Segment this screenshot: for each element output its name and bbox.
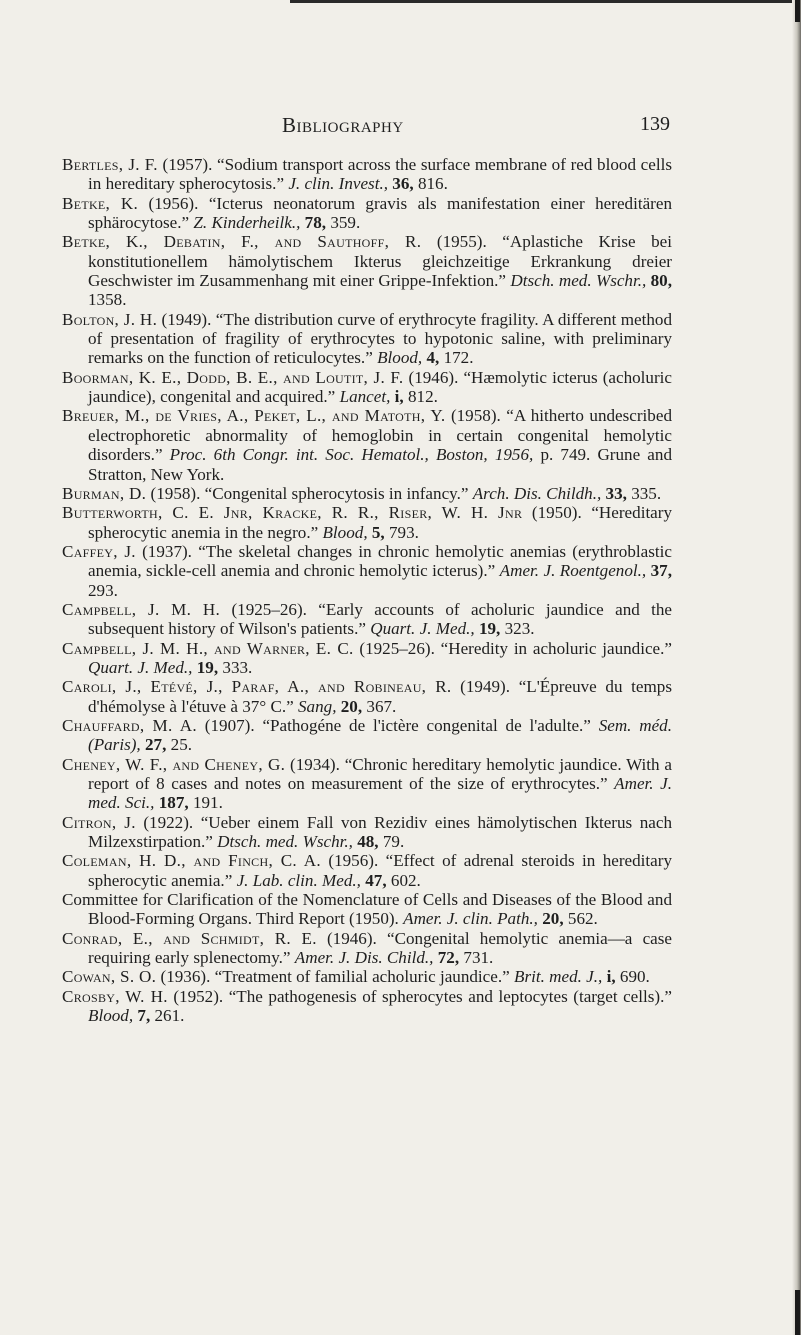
ref-year: (1949). [460,677,511,697]
ref-volume: 4, [426,348,440,368]
ref-journal: Sem. méd. (Paris), [88,715,672,755]
ref-volume: 19, [478,619,501,639]
ref-title: “Ueber einem Fall von Rezidiv eines hämolytischen Ikterus nach Milzexstirpation.” [88,812,672,852]
reference-entry [62,987,672,1026]
ref-pages: 172. [443,348,474,368]
ref-authors: Caffey, J. [62,541,136,561]
ref-volume: 5, [371,522,385,542]
ref-volume: 20, [340,696,363,716]
ref-journal: Amer. J. Roentgenol., [499,561,647,581]
ref-pages: p. 749. Grune and Stratton, New York. [88,445,672,484]
ref-journal: Amer. J. med. Sci., [88,774,672,813]
reference-entry [62,600,672,639]
ref-year: (1946). [408,367,459,387]
ref-volume: 20, [542,909,564,929]
edge-mark [795,0,800,22]
bibliography-list [62,155,672,1025]
ref-year: (1922). [143,812,194,832]
reference-entry [62,677,672,716]
reference-entry [62,194,672,233]
page-edge-shadow [792,0,801,1335]
ref-journal: J. clin. Invest., [288,174,389,194]
reference-entry [62,929,672,968]
ref-authors: Citron, J. [62,812,136,832]
ref-pages: 333. [222,657,253,677]
ref-authors: Cowan, S. O. [62,967,157,987]
ref-year: (1907). [204,715,255,735]
reference-entry [62,716,672,755]
ref-journal: Z. Kinderheilk., [193,213,301,233]
ref-volume: 48, [357,832,379,852]
ref-title: “Treatment of familial acholuric jaundice.” [214,967,510,987]
reference-entry [62,851,672,890]
page-number: 139 [640,113,670,135]
ref-journal: Blood, [377,348,423,368]
ref-authors: Bolton, J. H. [62,309,158,329]
ref-journal: Lancet, [339,387,391,407]
ref-title: “Pathogéne de l'ictère congenital de l'adulte.” [262,715,591,735]
ref-authors: Crosby, W. H. [62,986,168,1006]
ref-volume: i, [606,967,616,987]
ref-pages: 812. [407,387,438,407]
ref-volume: 33, [605,483,627,503]
ref-pages: 261. [154,1006,185,1026]
ref-authors: Boorman, K. E., Dodd, B. E., and Loutit, J. F. [62,367,404,387]
ref-pages: 359. [330,213,361,233]
ref-authors: Chauffard, M. A. [62,715,197,735]
reference-entry [62,755,672,813]
reference-entry [62,484,672,503]
ref-pages: 25. [170,735,193,755]
ref-pages: 793. [388,522,419,542]
edge-mark [795,1290,800,1335]
reference-entry [62,155,672,194]
ref-year: (1950). [531,503,582,523]
ref-year: (1925–26). [231,599,307,619]
ref-journal: Sang, [298,696,337,716]
ref-journal: Blood, [322,522,368,542]
ref-volume: 78, [304,213,327,233]
ref-title: “L'Épreuve du temps d'hémolyse à l'étuve à 37° C.” [88,677,673,716]
ref-year: (1958). [450,406,501,426]
ref-journal: Dtsch. med. Wschr., [217,832,353,852]
ref-authors: Cheney, W. F., and Cheney, G. [62,754,286,774]
ref-year: (1946). [326,928,377,948]
ref-year: (1934). [290,754,340,774]
ref-title: “The skeletal changes in chronic hemolytic anemias (erythroblastic anemia, sickle-cell anemia and chronic hemolytic icterus).” [88,541,672,581]
ref-year: (1955). [436,232,487,252]
ref-journal: Brit. med. J., [514,967,603,987]
ref-volume: 72, [437,948,460,968]
ref-authors: Conrad, E., and Schmidt, R. E. [62,928,317,948]
ref-title: “Aplastiche Krise bei konstitutionellem hämolytischem Ikterus gleichzeitige Erkrankung dreier Geschwister im Zusammenhang mit einer Grippe-Infektion.” [88,232,672,291]
ref-year: (1956). [148,193,199,213]
ref-title: “Hæmolytic icterus (acholuric jaundice), congenital and acquired.” [88,367,672,407]
ref-title: “Congenital hemolytic anemia—a case requiring early splenectomy.” [88,928,672,968]
ref-volume: i, [394,387,404,407]
ref-pages: 335. [631,483,662,503]
running-title: Bibliography [282,113,404,137]
reference-entry [62,639,672,678]
reference-entry [62,890,672,929]
ref-volume: 19, [196,657,219,677]
page-header [62,113,670,143]
ref-title: “Heredity in acholuric jaundice.” [440,638,672,658]
ref-year: (1925–26). [359,638,435,658]
ref-pages: 731. [463,948,494,968]
ref-title: “Hereditary spherocytic anemia in the negro.” [88,503,673,542]
ref-authors: Coleman, H. D., and Finch, C. A. [62,851,321,871]
ref-authors: Campbell, J. M. H. [62,599,221,619]
ref-title: “Effect of adrenal steroids in hereditary spherocytic anemia.” [88,851,672,890]
ref-journal: Blood, [88,1006,134,1026]
ref-authors: Breuer, M., de Vries, A., Peket, L., and Matoth, Y. [62,406,446,426]
ref-authors: Butterworth, C. E. Jnr, Kracke, R. R., Riser, W. H. Jnr [62,503,523,523]
ref-journal: Dtsch. med. Wschr., [510,271,647,291]
top-border-rule [290,0,801,3]
ref-volume: 37, [650,561,672,581]
ref-authors: Betke, K., Debatin, F., and Sauthoff, R. [62,232,422,252]
ref-pages: 690. [619,967,650,987]
ref-title: “The distribution curve of erythrocyte fragility. A different method of presentation of fragility of erythrocytes to hypotonic saline, with preliminary remarks on the function of reticulocytes.” [88,309,673,368]
ref-journal: Quart. J. Med., [88,657,193,677]
reference-entry [62,813,672,852]
ref-title: “The pathogenesis of spherocytes and leptocytes (target cells).” [228,986,672,1006]
ref-year: (1937). [142,541,192,561]
ref-title: “A hitherto undescribed electrophoretic abnormality of hemoglobin in certain congenital hemolytic disorders.” [88,406,672,465]
ref-journal: Arch. Dis. Childh., [472,483,602,503]
ref-volume: 187, [158,793,189,813]
ref-volume: 27, [144,735,167,755]
ref-authors: Burman, D. [62,483,147,503]
ref-pages: 367. [366,696,397,716]
ref-pages: 323. [504,619,535,639]
ref-volume: 47, [365,870,387,890]
ref-title: “Icterus neonatorum gravis als manifestation einer hereditären sphärocytose.” [88,193,672,233]
ref-journal: Proc. 6th Congr. int. Soc. Hematol., Boston, 1956, [169,445,534,465]
ref-authors: Bertles, J. F. [62,155,158,174]
ref-title: Committee for Clarification of the Nomenclature of Cells and Diseases of the Blood and Blood-Forming Organs. Third Report (1950). [62,890,672,929]
ref-volume: 80, [650,271,672,291]
reference-entry [62,232,672,309]
ref-year: (1936). [160,967,211,987]
reference-entry [62,310,672,368]
ref-pages: 562. [567,909,598,929]
ref-journal: Amer. J. clin. Path., [403,909,538,929]
ref-authors: Campbell, J. M. H., and Warner, E. C. [62,638,354,658]
ref-journal: Quart. J. Med., [370,619,475,639]
ref-title: “Sodium transport across the surface membrane of red blood cells in hereditary spherocytosis.” [88,155,672,194]
ref-year: (1949). [161,309,212,329]
ref-journal: J. Lab. clin. Med., [236,870,361,890]
ref-volume: 7, [137,1006,151,1026]
ref-year: (1952). [173,986,224,1006]
ref-title: “Congenital spherocytosis in infancy.” [204,483,469,503]
ref-pages: 293. [88,580,118,600]
ref-title: “Early accounts of acholuric jaundice and the subsequent history of Wilson's patients.” [88,599,673,639]
reference-entry [62,967,672,986]
ref-volume: 36, [392,174,414,194]
ref-pages: 79. [382,832,405,852]
ref-pages: 602. [390,870,421,890]
ref-authors: Betke, K. [62,193,139,213]
ref-authors: Caroli, J., Etévé, J., Paraf, A., and Robineau, R. [62,677,452,697]
ref-year: (1956). [328,851,379,871]
reference-entry [62,368,672,407]
reference-entry [62,406,672,483]
ref-journal: Amer. J. Dis. Child., [294,948,434,968]
reference-entry [62,503,672,542]
ref-pages: 1358. [88,290,127,310]
ref-year: (1958). [150,483,201,503]
ref-pages: 816. [417,174,448,194]
reference-entry [62,542,672,600]
ref-pages: 191. [192,793,223,813]
ref-title: “Chronic hereditary hemolytic jaundice. With a report of 8 cases and notes on measurement of the size of erythrocytes.” [88,754,672,793]
ref-year: (1957). [162,155,213,174]
